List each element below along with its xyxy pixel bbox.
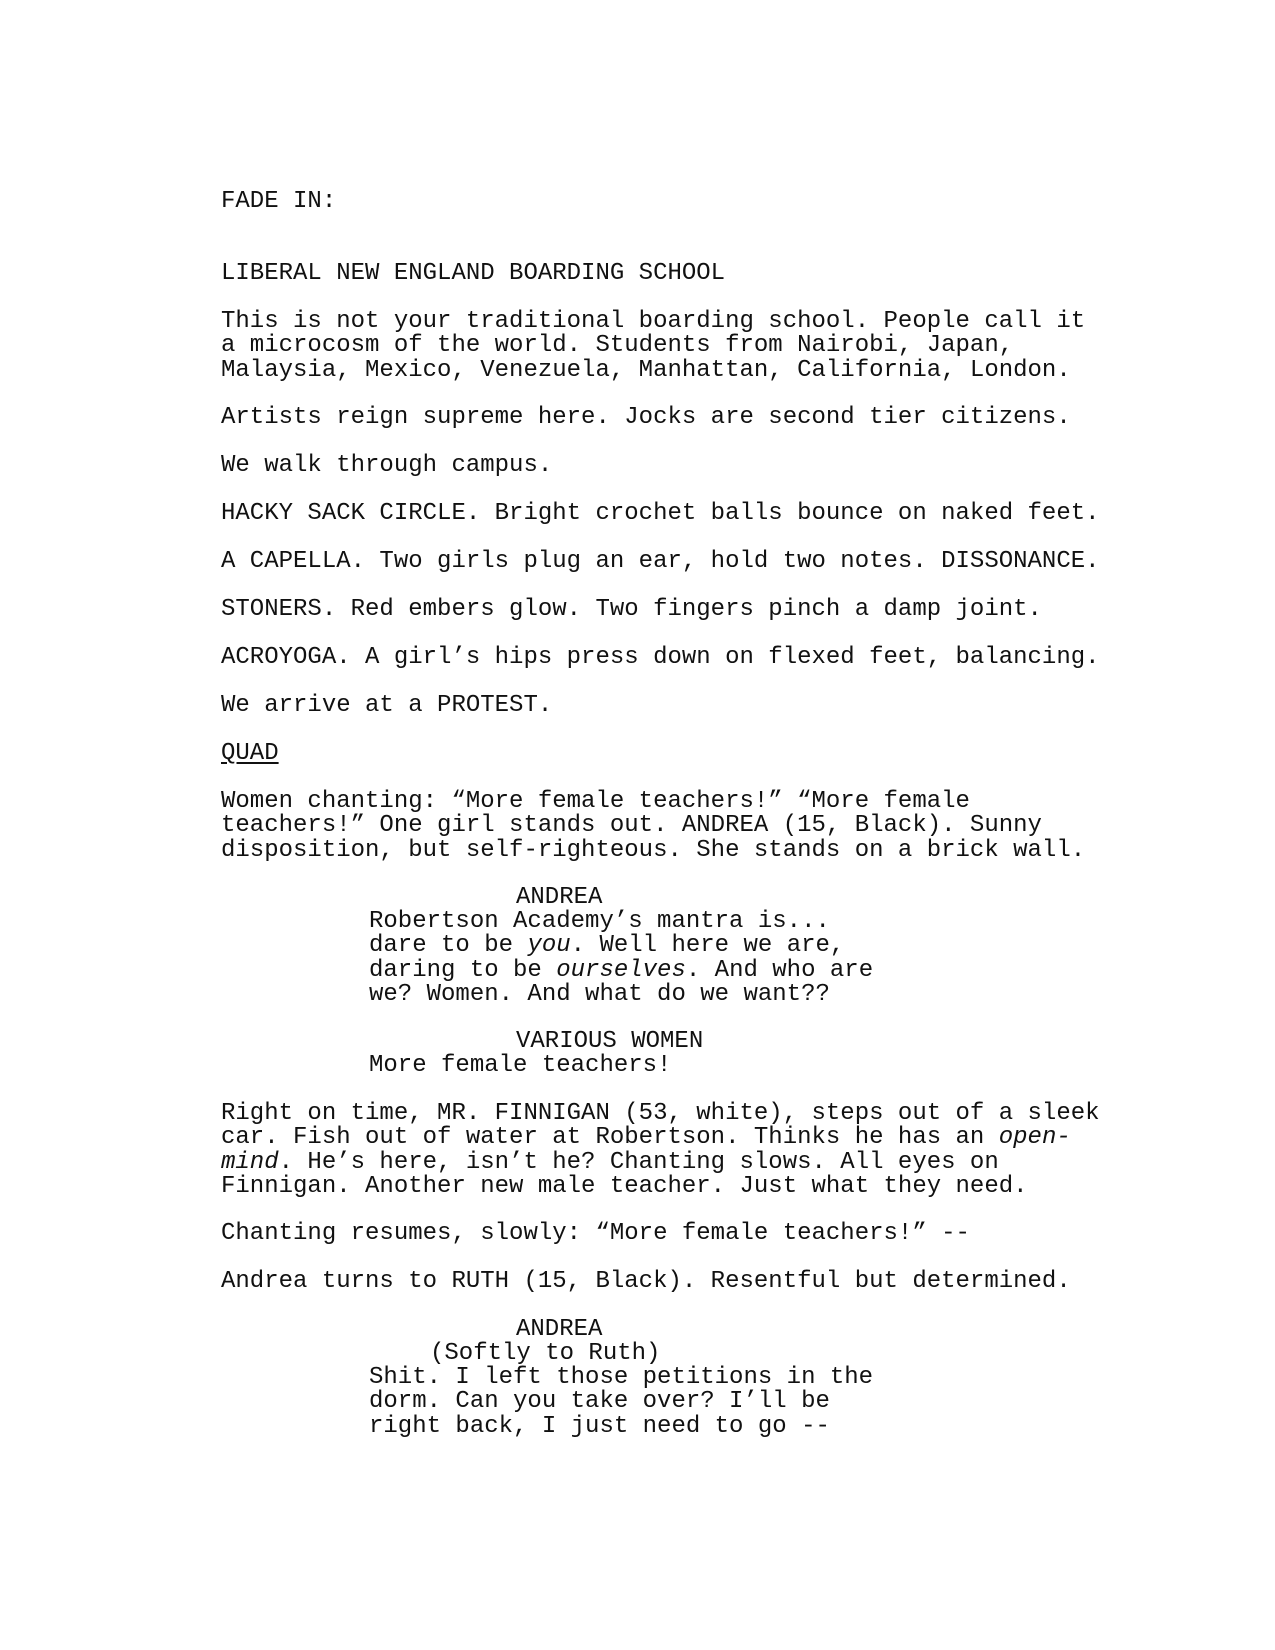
dialogue-block: More female teachers! [369, 1052, 672, 1079]
parenthetical: (Softly to Ruth) [430, 1340, 661, 1367]
action-paragraph: ACROYOGA. A girl’s hips press down on flexed feet, balancing. [221, 644, 1100, 671]
action-paragraph: STONERS. Red embers glow. Two fingers pinch a damp joint. [221, 596, 1042, 623]
transition: FADE IN: [221, 188, 337, 215]
action-paragraph: Artists reign supreme here. Jocks are second tier citizens. [221, 404, 1071, 431]
action-paragraph: Chanting resumes, slowly: “More female teachers!” -- [221, 1220, 970, 1247]
action-paragraph: We walk through campus. [221, 452, 553, 479]
action-paragraph: A CAPELLA. Two girls plug an ear, hold two notes. DISSONANCE. [221, 548, 1100, 575]
character-cue: ANDREA [516, 1316, 603, 1343]
character-cue: VARIOUS WOMEN [516, 1028, 704, 1055]
scene-heading: QUAD [221, 740, 279, 767]
action-paragraph: HACKY SACK CIRCLE. Bright crochet balls bounce on naked feet. [221, 500, 1100, 527]
character-cue: ANDREA [516, 884, 603, 911]
action-paragraph: Right on time, MR. FINNIGAN (53, white), steps out of a sleek car. Fish out of water at Robertson. Thinks he has an open- mind. He’s here, isn’t he? Chanting slows. All eyes on Finnigan. Another new male teacher. Just what they need. [221, 1100, 1100, 1201]
dialogue-block: Shit. I left those petitions in the dorm. Can you take over? I’ll be right back, I just need to go -- [369, 1364, 874, 1440]
action-paragraph: Women chanting: “More female teachers!” “More female teachers!” One girl stands out. ANDREA (15, Black). Sunny disposition, but self-righteous. She stands on a brick wall. [221, 788, 1086, 864]
action-paragraph: We arrive at a PROTEST. [221, 692, 553, 719]
scene-heading: LIBERAL NEW ENGLAND BOARDING SCHOOL [221, 260, 726, 287]
action-paragraph: This is not your traditional boarding school. People call it a microcosm of the world. Students from Nairobi, Japan, Malaysia, Mexico, Venezuela, Manhattan, California, London. [221, 308, 1086, 384]
action-paragraph: Andrea turns to RUTH (15, Black). Resentful but determined. [221, 1268, 1071, 1295]
dialogue-block: Robertson Academy’s mantra is... dare to be you. Well here we are, daring to be ourselves. And who are we? Women. And what do we want?? [369, 908, 874, 1009]
